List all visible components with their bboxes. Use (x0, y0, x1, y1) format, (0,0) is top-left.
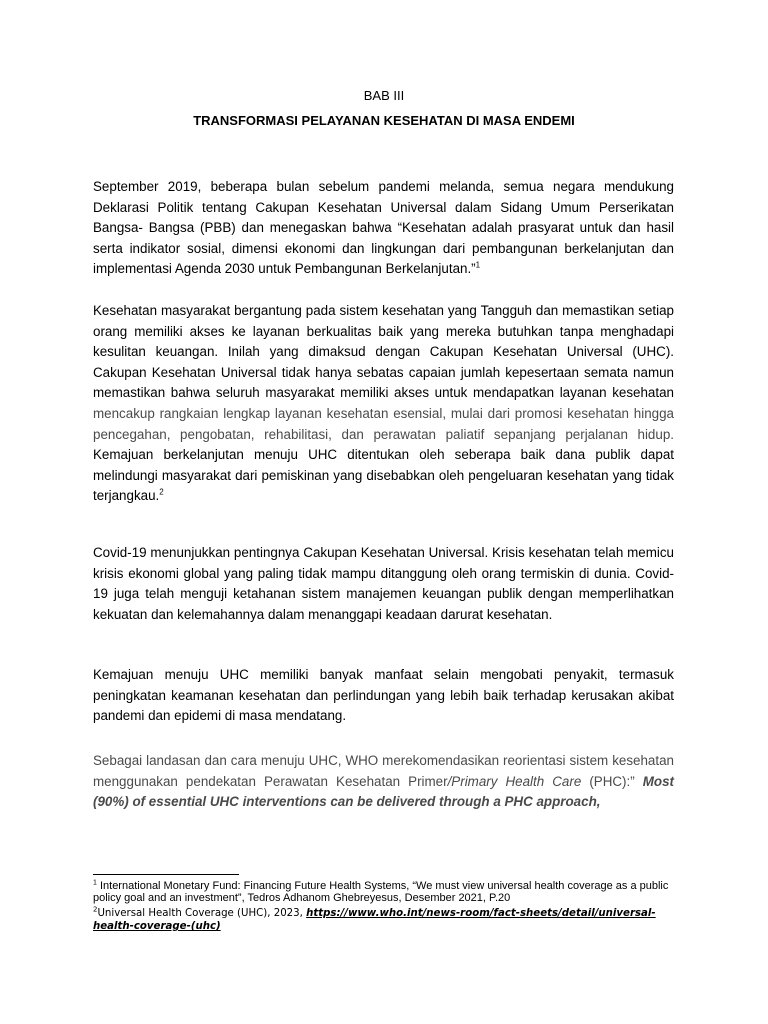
chapter-label: BAB III (363, 88, 405, 103)
paragraph-2-text-b: mencakup rangkaian lengkap layanan kesehatan esensial, mulai dari promosi kesehatan hingga pencegahan, pengobatan, rehabilitasi, dan perawatan paliatif sepanjang perjalanan hidup. (93, 405, 674, 442)
paragraph-2 (93, 301, 674, 507)
paragraph-5-text-b: /Primary Health Care (447, 773, 582, 789)
paragraph-1 (93, 177, 674, 280)
footnote-2-number: 2 (93, 905, 98, 914)
paragraph-5-text-c: (PHC):” (581, 773, 635, 789)
paragraph-2-text-a: Kesehatan masyarakat bergantung pada sistem kesehatan yang Tangguh dan memastikan setiap orang memiliki akses ke layanan berkualitas baik yang mereka butuhkan tanpa menghadapi kesulitan keuangan. Inilah yang dimaksud dengan Cakupan Kesehatan Universal (UHC). Cakupan Kesehatan Universal tidak hanya sebatas capaian jumlah kepesertaan semata namun memastikan bahwa seluruh masyarakat memiliki akses untuk mendapatkan layanan kesehatan (93, 303, 674, 401)
footnote-2-link[interactable]: https://www.who.int/news-room/fact-sheets/detail/universal-health-coverage-(uhc) (93, 908, 656, 932)
paragraph-2-text-c: Kemajuan berkelanjutan menuju UHC ditentukan oleh seberapa baik dana publik dapat melindungi masyarakat dari pemiskinan yang disebabkan oleh pengeluaran kesehatan yang tidak terjangkau. (93, 447, 674, 504)
footnote-1-number: 1 (93, 879, 97, 887)
chapter-title: TRANSFORMASI PELAYANAN KESEHATAN DI MASA ENDEMI (193, 113, 575, 128)
paragraph-4: Kemajuan menuju UHC memiliki banyak manfaat selain mengobati penyakit, termasuk peningkatan keamanan kesehatan dan perlindungan yang lebih baik terhadap kerusakan akibat pandemi dan epidemi di masa mendatang. (93, 667, 674, 724)
paragraph-5 (93, 751, 674, 813)
footnote-2-text: Universal Health Coverage (UHC), 2023, (97, 908, 307, 919)
footnote-ref-2: 2 (159, 487, 164, 497)
paragraph-3: Covid-19 menunjukkan pentingnya Cakupan Kesehatan Universal. Krisis kesehatan telah memicu krisis ekonomi global yang paling tidak mampu ditanggung oleh orang termiskin di dunia. Covid-19 juga telah menguji ketahanan sistem manajemen keuangan publik dengan memperlihatkan kekuatan dan kelemahannya dalam menanggapi keadaan darurat kesehatan. (93, 545, 674, 622)
footnote-1-text: International Monetary Fund: Financing Future Health Systems, “We must view universal health coverage as a public policy goal and an investment”, Tedros Adhanom Ghebreyesus, Desember 2021, P.20 (93, 880, 669, 905)
paragraph-1-text: September 2019, beberapa bulan sebelum pandemi melanda, semua negara mendukung Deklarasi Politik tentang Cakupan Kesehatan Universal dalam Sidang Umum Perserikatan Bangsa- Bangsa (PBB) dan menegaskan bahwa “Kesehatan adalah prasyarat untuk dan hasil serta indikator sosial, dimensi ekonomi dan lingkungan dari pembangunan berkelanjutan dan implementasi Agenda 2030 untuk Pembangunan Berkelanjutan.” (93, 179, 674, 277)
footnote-ref-1: 1 (475, 260, 481, 270)
footnote-divider (93, 874, 239, 875)
paragraph-5-text-a: Sebagai landasan dan cara menuju UHC, WHO merekomendasikan reorientasi sistem kesehatan menggunakan pendekatan Perawatan Kesehatan Primer (93, 753, 674, 789)
footnote-1 (93, 880, 683, 905)
footnote-2 (93, 907, 683, 933)
paragraph-5-text-d: Most (90%) of essential UHC interventions can be delivered through a PHC approach, (93, 773, 674, 810)
